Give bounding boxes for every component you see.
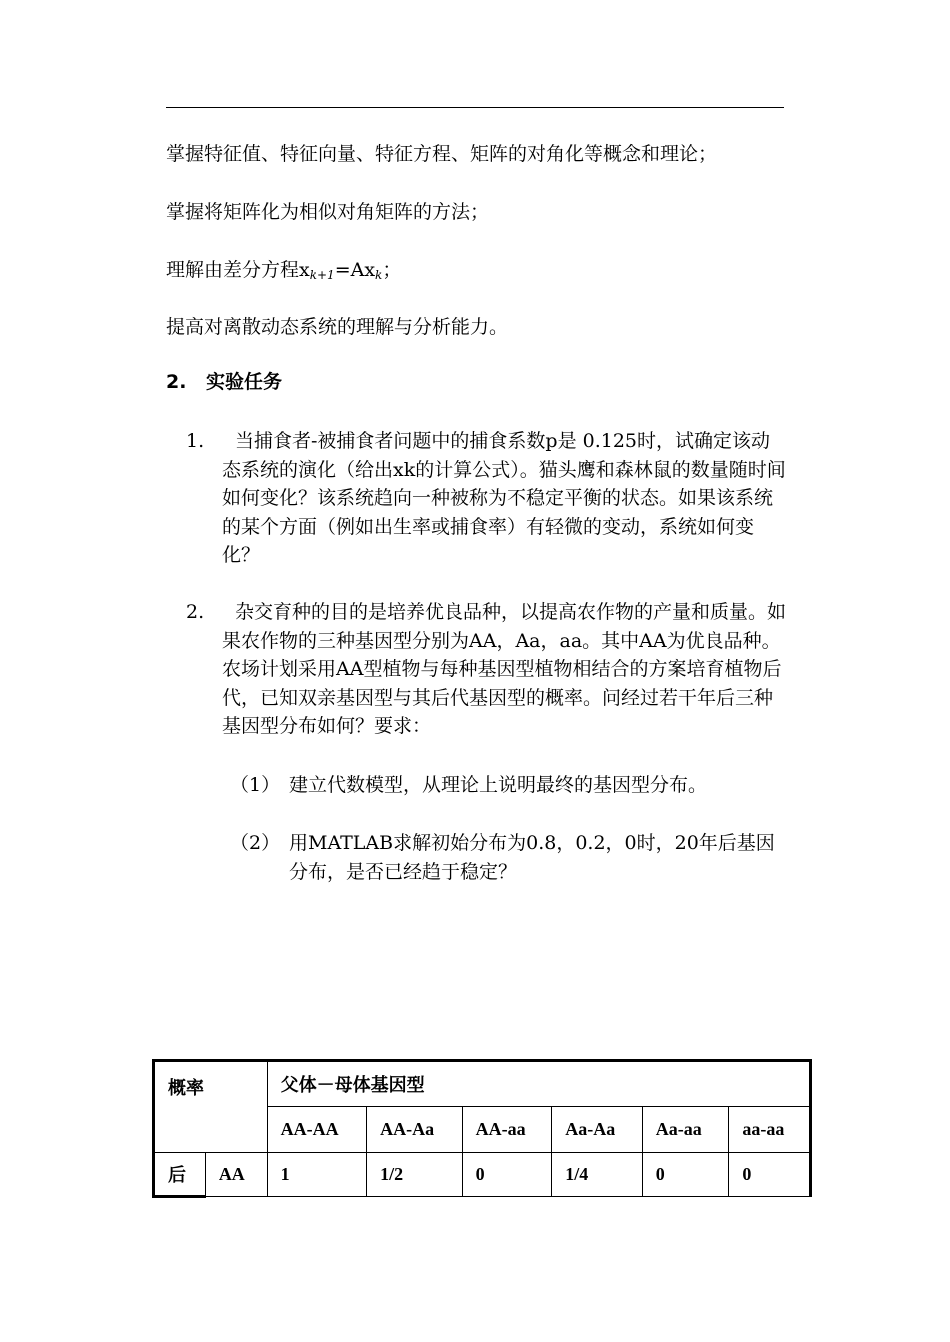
task-2 [186,598,786,741]
section-heading [166,368,282,396]
col-header: aa-aa [729,1107,811,1153]
task-1 [186,427,786,570]
table-cell: 1/2 [367,1153,463,1197]
table-corner: 概率 [154,1061,268,1153]
task-2-number: 2. [186,601,205,623]
col-header: AA-Aa [367,1107,463,1153]
table-cell: 1/4 [552,1153,643,1197]
header-rule [166,107,784,108]
subtask-2-text: 用MATLAB求解初始分布为0.8，0.2，0时，20年后基因分布，是否已经趋于稳定？ [289,832,775,883]
subtask-1-number: （1） [230,774,281,796]
objective-3-pre: 理解由差分方程x [166,259,310,281]
task-1-number: 1. [186,430,205,452]
objective-3-mid: =Ax [334,259,376,281]
section-title: 实验任务 [206,371,283,393]
subtask-1 [230,771,786,800]
table-cell: 1 [267,1153,367,1197]
objective-2: 掌握将矩阵化为相似对角矩阵的方法； [166,201,490,223]
task-1-text: 当捕食者-被捕食者问题中的捕食系数p是 0.125时，试确定该动态系统的演化（给出xk的计算公式）。猫头鹰和森林鼠的数量随时间如何变化？该系统趋向一种被称为不稳定平衡的状态。如果该系统的某个方面（例如出生率或捕食率）有轻微的变动，系统如何变化？ [222,430,786,566]
row-label: AA [205,1153,267,1197]
objective-4: 提高对离散动态系统的理解与分析能力。 [166,316,509,338]
col-header: AA-AA [267,1107,367,1153]
objective-3-post: ； [382,259,402,281]
table-cell: 0 [642,1153,729,1197]
table-group-header: 父体－母体基因型 [267,1061,810,1107]
task-2-text: 杂交育种的目的是培养优良品种，以提高农作物的产量和质量。如果农作物的三种基因型分别为AA，Aa，aa。其中AA为优良品种。农场计划采用AA型植物与每种基因型植物相结合的方案培育植物后代，已知双亲基因型与其后代基因型的概率。问经过若干年后三种基因型分布如何？要求： [222,601,787,737]
table-cell: 0 [729,1153,811,1197]
objective-3 [166,256,401,289]
subtask-1-text: 建立代数模型，从理论上说明最终的基因型分布。 [289,774,708,796]
col-header: Aa-Aa [552,1107,643,1153]
subtask-2-number: （2） [230,832,281,854]
objective-3-sub1: k+1 [309,268,335,282]
col-header: Aa-aa [642,1107,729,1153]
genotype-probability-table [152,1059,812,1198]
section-number: 2. [166,371,187,393]
objective-1: 掌握特征值、特征向量、特征方程、矩阵的对角化等概念和理论； [166,143,718,165]
col-header: AA-aa [462,1107,552,1153]
table-cell: 0 [462,1153,552,1197]
subtask-2 [230,829,786,886]
objective-3-sub2: k [375,268,383,282]
row-group-label: 后 [154,1153,206,1197]
